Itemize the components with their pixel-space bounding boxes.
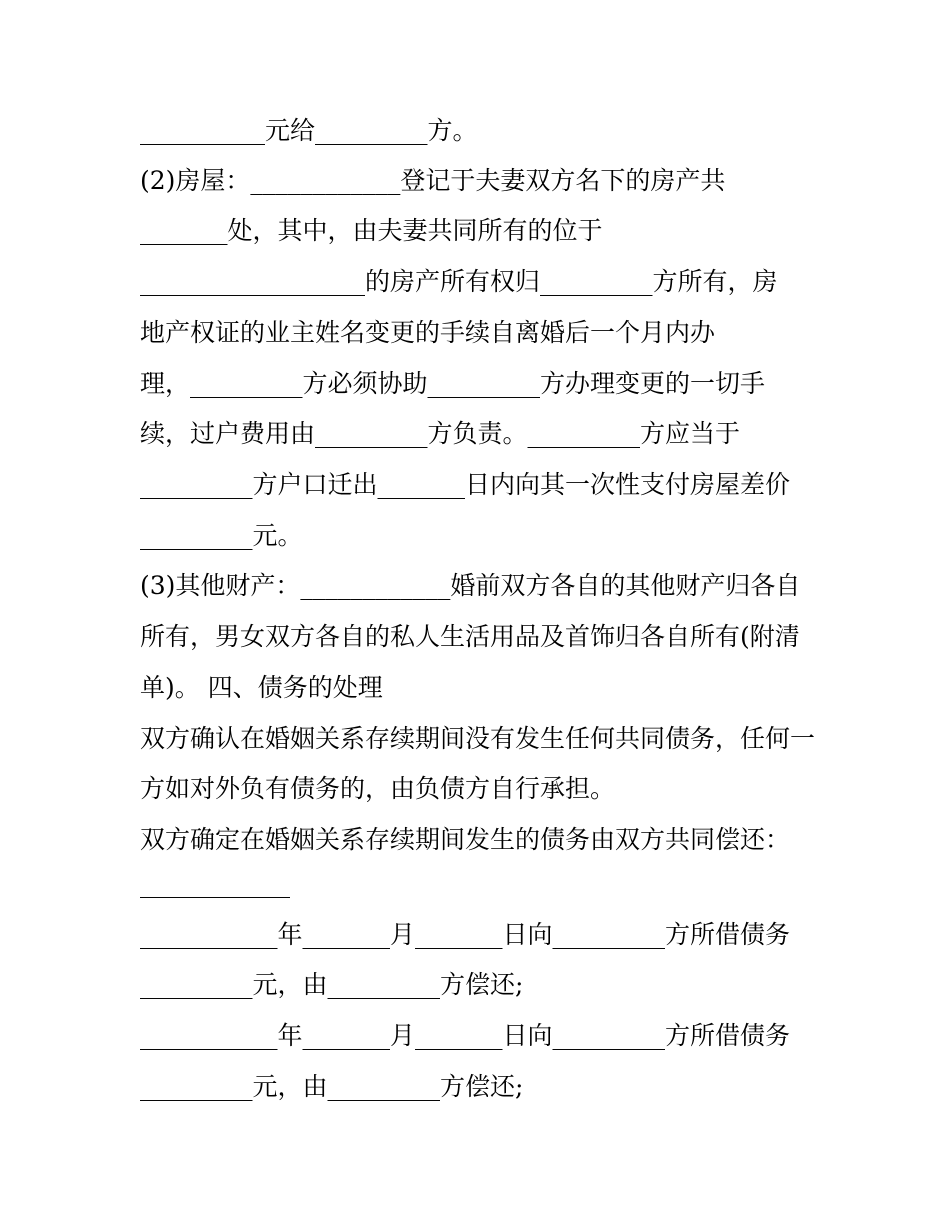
- text-line: 方如对外负有债务的，由负债方自行承担。: [140, 774, 616, 803]
- text-line: ___________年_______月_______日向_________方所借债务: [140, 1021, 791, 1050]
- text-line: __________元给_________方。: [140, 116, 478, 145]
- text-line: 双方确认在婚姻关系存续期间没有发生任何共同债务，任何一: [140, 724, 816, 753]
- text-line: __________________的房产所有权归_________方所有，房: [140, 267, 778, 296]
- text-line: _______处，其中，由夫妻共同所有的位于: [140, 216, 603, 245]
- text-line: 所有，男女双方各自的私人生活用品及首饰归各自所有(附清: [140, 622, 800, 651]
- text-line: _________元，由_________方偿还;: [140, 1072, 524, 1101]
- text-line: 单)。 四、债务的处理: [140, 673, 383, 702]
- text-line: (2)房屋：____________登记于夫妻双方名下的房产共: [140, 166, 726, 195]
- text-line: ___________年_______月_______日向_________方所借债务: [140, 920, 791, 949]
- text-line: ____________: [140, 869, 290, 898]
- text-line: _________元，由_________方偿还;: [140, 970, 524, 999]
- text-line: (3)其他财产：____________婚前双方各自的其他财产归各自: [140, 571, 801, 600]
- text-line: _________方户口迁出_______日内向其一次性支付房屋差价: [140, 470, 791, 499]
- text-line: 续，过户费用由_________方负责。_________方应当于: [140, 419, 741, 448]
- text-line: _________元。: [140, 521, 303, 550]
- text-line: 理，_________方必须协助_________方办理变更的一切手: [140, 369, 766, 398]
- text-line: 双方确定在婚姻关系存续期间发生的债务由双方共同偿还：: [140, 825, 791, 854]
- text-line: 地产权证的业主姓名变更的手续自离婚后一个月内办: [140, 318, 716, 347]
